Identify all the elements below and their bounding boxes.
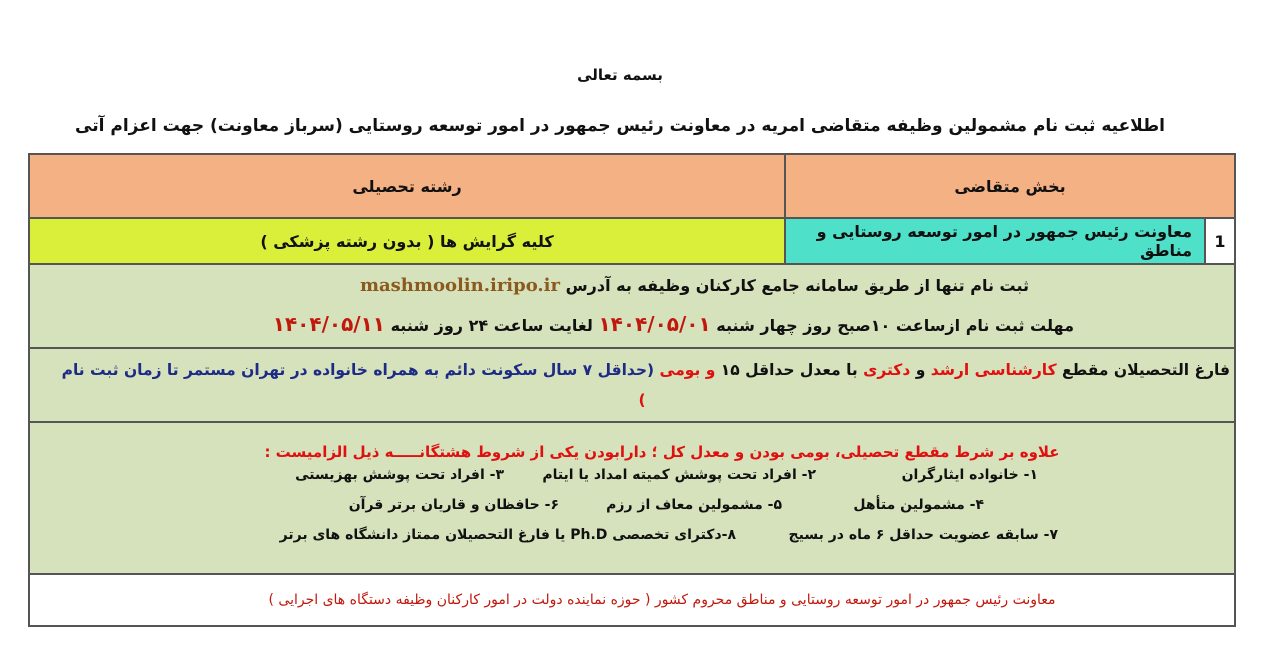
eligibility-closing: ) <box>638 391 646 409</box>
eligibility-part: فارغ التحصیلان مقطع <box>1062 361 1230 379</box>
eligibility-gpa: با معدل حداقل ۱۵ <box>720 361 858 379</box>
condition-item: ۴- مشمولین متأهل <box>853 497 984 513</box>
conditions-row <box>29 422 1235 574</box>
row-number: 1 <box>1205 218 1235 264</box>
eligibility-row <box>29 348 1235 422</box>
condition-item: ۱- خانواده ایثارگران <box>901 467 1038 483</box>
condition-item: ۲- افراد تحت پوشش کمیته امداد یا ایتام <box>542 467 816 483</box>
eligibility-masters: کارشناسی ارشد <box>930 361 1057 379</box>
footer-note: معاونت رئیس جمهور در امور توسعه روستایی و مناطق محروم کشور ( حوزه نماینده دولت در امور کارکنان وظیفه دستگاه های اجرایی ) <box>29 574 1235 626</box>
table-header-row <box>29 154 1235 218</box>
conditions-line <box>30 467 1234 497</box>
conditions-line <box>30 527 1234 557</box>
header-major: رشته تحصیلی <box>29 154 785 218</box>
eligibility-residency: (حداقل ۷ سال سکونت دائم به همراه خانواده در تهران مستمر تا زمان ثبت نام <box>61 361 655 379</box>
header-applicant: بخش متقاضی <box>785 154 1235 218</box>
row-department: معاونت رئیس جمهور در امور توسعه روستایی و مناطق <box>785 218 1205 264</box>
eligibility-text <box>34 355 1230 415</box>
condition-item: ۸-دکترای تخصصی Ph.D یا فارغ التحصیلان ممتاز دانشگاه های برتر <box>279 527 736 543</box>
table-row <box>29 218 1235 264</box>
condition-item: ۳- افراد تحت پوشش بهزیستی <box>295 467 504 483</box>
bismillah-heading: بسمه تعالی <box>577 66 663 84</box>
conditions-intro: علاوه بر شرط مقطع تحصیلی، بومی بودن و معدل کل ؛ دارابودن یکی از شروط هشتگانـــــه ذیل الزامیست : <box>264 443 1060 461</box>
registration-info <box>29 264 1235 348</box>
end-date: ۱۴۰۴/۰۵/۱۱ <box>272 312 385 336</box>
start-date: ۱۴۰۴/۰۵/۰۱ <box>598 312 711 336</box>
conditions-line <box>30 497 1234 527</box>
condition-item: ۷- سابقه عضویت حداقل ۶ ماه در بسیج <box>788 527 1058 543</box>
eligibility-part: و <box>915 361 926 379</box>
conditions-info <box>29 422 1235 574</box>
registration-method <box>30 271 1234 301</box>
condition-item: ۶- حافظان و قاریان برتر قرآن <box>348 497 559 513</box>
condition-item: ۵- مشمولین معاف از رزم <box>606 497 782 513</box>
registration-deadline <box>30 309 1234 341</box>
deadline-end-text: لغایت ساعت ۲۴ روز شنبه <box>390 316 593 335</box>
eligibility-info <box>29 348 1235 422</box>
notice-title: اطلاعیه ثبت نام مشمولین وظیفه متقاضی امریه در معاونت رئیس جمهور در امور توسعه روستایی (سرباز معاونت) جهت اعزام آتی <box>75 116 1165 136</box>
eligibility-native: و بومی <box>659 361 716 379</box>
deadline-start-text: مهلت ثبت نام ازساعت ۱۰صبح روز چهار شنبه <box>716 316 1074 335</box>
registration-row <box>29 264 1235 348</box>
registration-table <box>28 153 1236 627</box>
registration-url[interactable]: mashmoolin.iripo.ir <box>359 275 561 296</box>
footer-row <box>29 574 1235 626</box>
registration-prefix: ثبت نام تنها از طریق سامانه جامع کارکنان وظیفه به آدرس <box>565 276 1029 295</box>
eligibility-phd: دکتری <box>863 361 911 379</box>
row-major: کلیه گرایش ها ( بدون رشته پزشکی ) <box>29 218 785 264</box>
